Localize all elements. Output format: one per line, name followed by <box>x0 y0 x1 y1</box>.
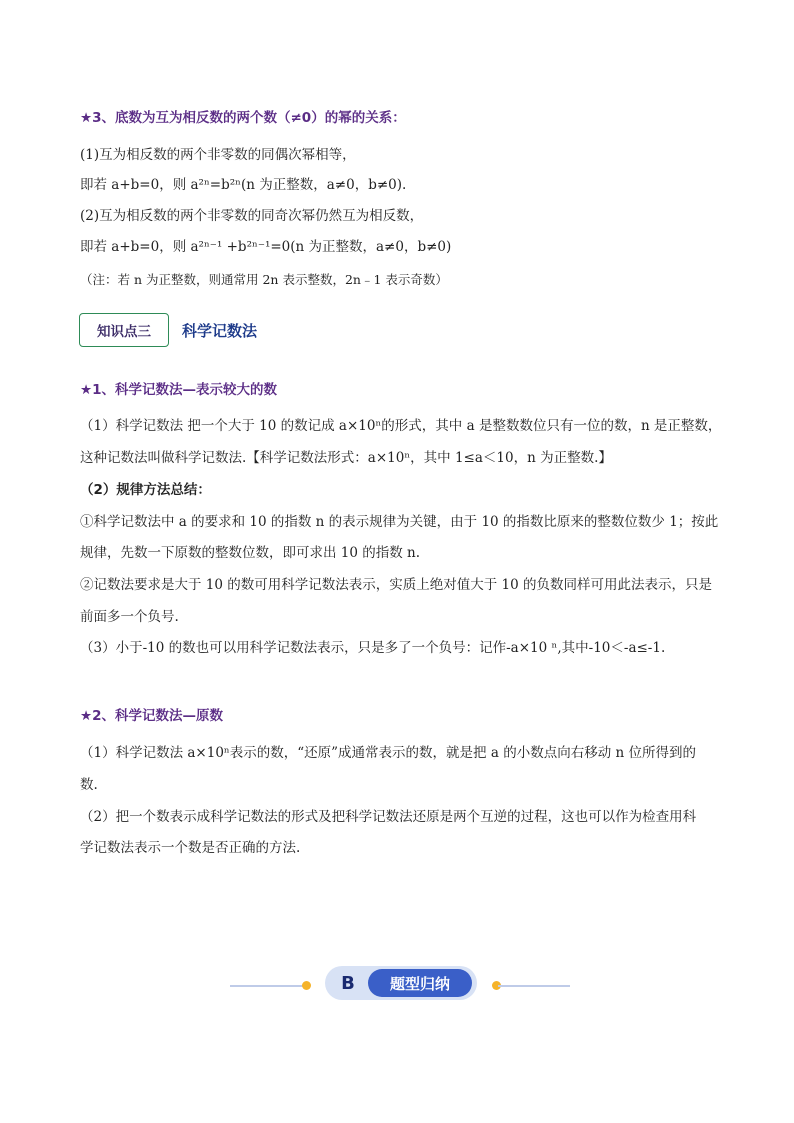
part1-para4-line2: 前面多一个负号. <box>80 609 179 625</box>
part1-para1-line1: （1）科学记数法 把一个大于 10 的数记成 a×10ⁿ的形式，其中 a 是整数数位只有一位的数，n 是正整数， <box>80 418 722 434</box>
banner-letter: B <box>331 966 365 1000</box>
section3-line-4: 即若 a+b=0，则 a²ⁿ⁻¹ +b²ⁿ⁻¹=0(n 为正整数，a≠0，b≠0) <box>80 239 452 255</box>
part1-para3-line1: ①科学记数法中 a 的要求和 10 的指数 n 的表示规律为关键，由于 10 的指数比原来的整数位数少 1；按此 <box>80 514 719 530</box>
part1-para5: （3）小于-10 的数也可以用科学记数法表示，只是多了一个负号：记作-a×10 ⁿ,其中-10＜-a≤-1. <box>80 640 666 656</box>
part1-para1-line2: 这种记数法叫做科学记数法.【科学记数法形式：a×10ⁿ，其中 1≤a＜10，n 为正整数.】 <box>80 450 612 466</box>
section3-heading: ★3、底数为互为相反数的两个数（≠0）的幂的关系： <box>80 110 406 126</box>
banner-right-rule <box>498 985 570 987</box>
part1-para3-line2: 规律，先数一下原数的整数位数，即可求出 10 的指数 n. <box>80 545 421 561</box>
part2-para2-line1: （2）把一个数表示成科学记数法的形式及把科学记数法还原是两个互逆的过程，这也可以作为检查用科 <box>80 809 697 825</box>
section3-line-3: (2)互为相反数的两个非零数的同奇次幂仍然互为相反数， <box>80 208 424 224</box>
part1-para4-line1: ②记数法要求是大于 10 的数可用科学记数法表示，实质上绝对值大于 10 的负数同样可用此法表示，只是 <box>80 577 713 593</box>
part2-para2-line2: 学记数法表示一个数是否正确的方法. <box>80 840 301 856</box>
section3-note: （注：若 n 为正整数，则通常用 2n 表示整数，2n﹣1 表示奇数） <box>80 272 448 287</box>
banner-left-rule <box>230 985 304 987</box>
knowledge-point-badge: 知识点三 <box>79 313 169 347</box>
part1-para2: （2）规律方法总结： <box>80 482 211 498</box>
part2-para1-line1: （1）科学记数法 a×10ⁿ表示的数，“还原”成通常表示的数，就是把 a 的小数点向右移动 n 位所得到的 <box>80 745 696 761</box>
banner-label: 题型归纳 <box>368 969 472 997</box>
knowledge-point-title: 科学记数法 <box>182 322 258 340</box>
banner-left-dot <box>302 981 311 990</box>
section3-line-2: 即若 a+b=0，则 a²ⁿ=b²ⁿ(n 为正整数，a≠0，b≠0). <box>80 177 407 193</box>
section3-line-1: (1)互为相反数的两个非零数的同偶次幂相等， <box>80 147 356 163</box>
part2-para1-line2: 数. <box>80 777 98 793</box>
section-banner <box>230 962 570 1002</box>
part1-heading: ★1、科学记数法—表示较大的数 <box>80 382 277 398</box>
part2-heading: ★2、科学记数法—原数 <box>80 708 223 724</box>
